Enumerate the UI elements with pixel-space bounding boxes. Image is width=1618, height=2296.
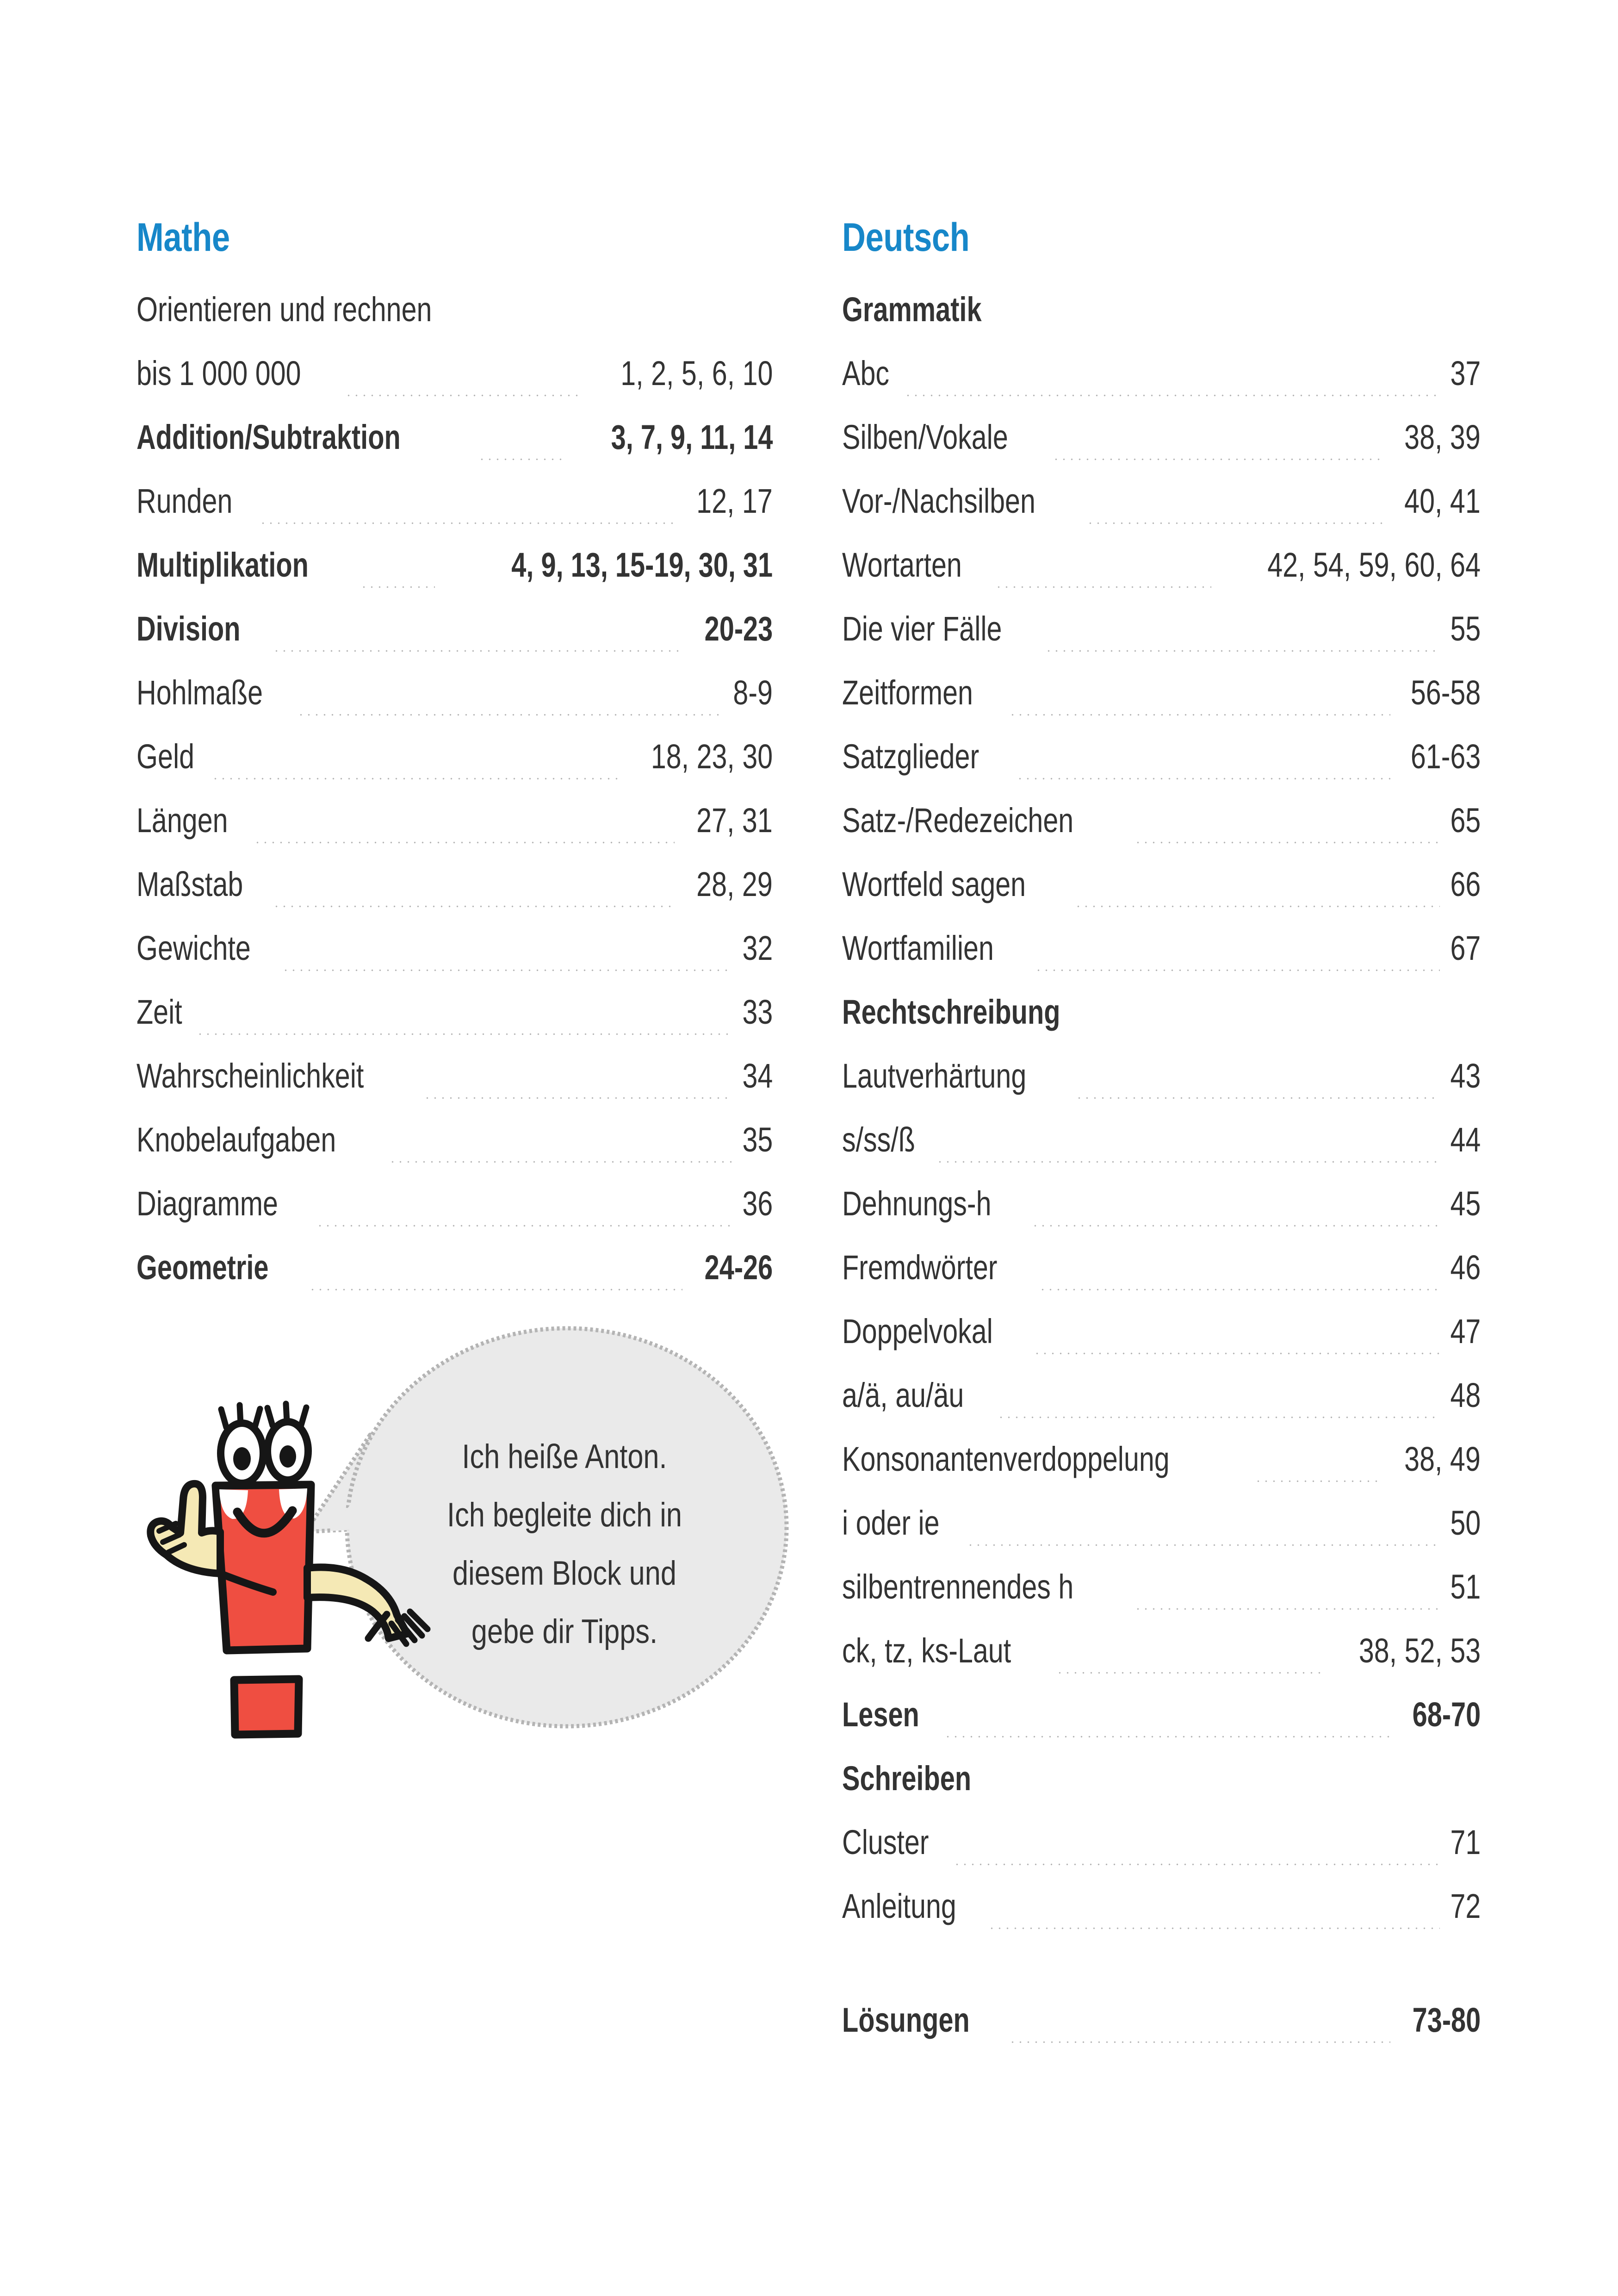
toc-entry-label-line1 [136,278,773,342]
toc-entry-pages: 36 [742,1184,773,1223]
anton-dot [234,1679,299,1735]
toc-entry[interactable] [842,661,1481,725]
toc-entry[interactable] [136,980,773,1044]
toc-entry-loesungen[interactable] [842,1988,1481,2052]
toc-leader-dots [1056,1671,1325,1674]
toc-leader-dots [1075,1096,1440,1100]
toc-entry-pages: 50 [1450,1504,1481,1542]
toc-entry-label: Satzglieder [842,737,979,776]
toc-leader-dots [904,394,1440,397]
toc-entry-pages: 37 [1450,354,1481,392]
toc-leader-dots [254,841,675,844]
toc-entry[interactable] [842,1555,1481,1619]
toc-entry-label: Runden [136,482,233,520]
toc-entry[interactable] [842,1427,1481,1491]
toc-entry-pages: 8-9 [733,673,773,712]
toc-entry-pages: 34 [742,1057,773,1095]
toc-leader-dots [1009,713,1390,716]
toc-leader-dots [1134,841,1439,844]
toc-entry[interactable] [136,469,773,533]
toc-entry-label: Vor-/Nachsilben [842,482,1035,520]
toc-entry-label: Satz-/Redezeichen [842,801,1074,840]
toc-entry[interactable] [842,1811,1481,1874]
toc-leader-dots [423,1096,732,1100]
column-mathe [136,215,773,1300]
toc-entry-label: Wortarten [842,546,962,584]
toc-entry-pages: 67 [1450,929,1481,967]
toc-leader-dots [936,1160,1439,1164]
toc-entry-pages: 46 [1450,1248,1481,1287]
toc-entry-label: Gewichte [136,929,251,967]
speech-bubble-line: gebe dir Tipps. [471,1613,658,1650]
toc-leader-dots [1031,1224,1440,1227]
toc-entry[interactable] [842,1363,1481,1427]
toc-entry-pages: 71 [1450,1823,1481,1861]
toc-entry-pages: 38, 49 [1404,1440,1481,1478]
toc-entry[interactable] [842,469,1481,533]
toc-entry-pages: 4, 9, 13, 15-19, 30, 31 [511,546,773,584]
toc-section-heading [842,278,1481,342]
toc-list-deutsch [842,278,1481,1938]
toc-entry[interactable] [842,533,1481,597]
toc-entry-pages: 55 [1450,610,1481,648]
toc-leader-dots [944,1735,1390,1738]
toc-leader-dots [967,1543,1439,1547]
toc-entry-label: Wortfamilien [842,929,994,967]
toc-entry-pages: 3, 7, 9, 11, 14 [611,418,773,456]
toc-entry-pages: 27, 31 [696,801,773,840]
toc-entry-label: Geometrie [136,1248,269,1287]
toc-entry[interactable] [136,597,773,661]
toc-entry[interactable] [136,661,773,725]
toc-entry-pages: 42, 54, 59, 60, 64 [1267,546,1481,584]
toc-entry-pages: 51 [1450,1568,1481,1606]
toc-entry-label: Addition/Subtraktion [136,418,401,456]
toc-leader-dots [259,522,675,525]
subject-title-mathe: Mathe [136,215,230,260]
toc-entry[interactable] [842,597,1481,661]
toc-entry-label-text: Orientieren und rechnen [136,290,432,329]
toc-entry-label: Wahrscheinlichkeit [136,1057,364,1095]
toc-entry-pages: 66 [1450,865,1481,903]
toc-entry[interactable] [842,852,1481,916]
toc-entry-label: Lösungen [842,2001,970,2039]
toc-entry[interactable] [136,725,773,789]
toc-entry-pages: 12, 17 [696,482,773,520]
toc-entry[interactable] [842,1172,1481,1236]
toc-section-heading [842,980,1481,1044]
toc-leader-dots [478,458,563,461]
toc-entry[interactable] [842,342,1481,405]
toc-entry-pages: 38, 52, 53 [1358,1631,1481,1670]
toc-entry-label: Hohlmaße [136,673,263,712]
toc-entry-pages: 28, 29 [696,865,773,903]
toc-entry-label: Diagramme [136,1184,278,1223]
speech-bubble-line: Ich heiße Anton. [462,1438,667,1475]
toc-entry-pages: 1, 2, 5, 6, 10 [620,354,773,392]
toc-section-heading-label: Grammatik [842,290,982,329]
toc-entry[interactable] [842,1236,1481,1300]
toc-leader-dots [273,905,675,908]
toc-leader-dots [211,777,618,780]
toc-leader-dots [1134,1607,1439,1611]
anton-body [216,1485,311,1650]
toc-leader-dots [1086,522,1382,525]
toc-entry-label: Doppelvokal [842,1312,993,1350]
toc-entry-label: Anleitung [842,1887,956,1925]
toc-entry-pages: 61-63 [1410,737,1481,776]
toc-entry[interactable] [136,405,773,469]
toc-section-heading-label: Rechtschreibung [842,993,1060,1031]
column-deutsch [842,215,1481,2052]
toc-entry-label: Abc [842,354,890,392]
toc-entry[interactable] [136,1044,773,1108]
toc-leader-dots [196,1033,732,1036]
toc-entry-label: Knobelaufgaben [136,1120,336,1159]
toc-entry-pages: 33 [742,993,773,1031]
toc-leader-dots [1254,1480,1383,1483]
subject-title-deutsch: Deutsch [842,215,970,260]
toc-entry[interactable] [136,1172,773,1236]
toc-entry-pages: 45 [1450,1184,1481,1223]
toc-entry[interactable] [842,1491,1481,1555]
toc-entry-label: i oder ie [842,1504,940,1542]
toc-entry-label: Zeitformen [842,673,973,712]
toc-leader-dots [1052,458,1382,461]
list-spacer [842,1938,1481,1988]
toc-leader-dots [1035,969,1440,972]
toc-leader-dots [273,649,682,653]
anton-eyes [221,1404,308,1483]
toc-entry-pages: 72 [1450,1887,1481,1925]
toc-entry-label: ck, tz, ks-Laut [842,1631,1011,1670]
toc-leader-dots [282,969,732,972]
toc-leader-dots [997,1416,1440,1419]
toc-section-heading-label: Schreiben [842,1759,972,1798]
toc-entry-label: bis 1 000 000 [136,354,301,392]
toc-entry[interactable] [842,1300,1481,1363]
toc-entry-label: Cluster [842,1823,929,1861]
toc-entry-label: Lautverhärtung [842,1057,1027,1095]
toc-entry[interactable] [136,342,773,405]
speech-bubble-line: Ich begleite dich in [447,1496,682,1534]
toc-entry-label: Division [136,610,241,648]
toc-leader-dots [360,585,435,589]
toc-entry[interactable] [842,1044,1481,1108]
toc-entry[interactable] [842,405,1481,469]
toc-leader-dots [1033,1352,1439,1355]
toc-entry-pages: 44 [1450,1120,1481,1159]
toc-entry-label: Konsonantenverdoppelung [842,1440,1170,1478]
toc-entry-pages: 24-26 [704,1248,773,1287]
toc-entry-label: Wortfeld sagen [842,865,1026,903]
toc-entry-label: Fremdwörter [842,1248,998,1287]
toc-leader-dots [316,1224,732,1227]
toc-leader-dots [345,394,579,397]
toc-entry[interactable] [842,1683,1481,1747]
toc-entry-pages: 40, 41 [1404,482,1481,520]
toc-leader-dots [953,1863,1439,1866]
toc-entry-label: Längen [136,801,228,840]
toc-entry-label: Dehnungs-h [842,1184,992,1223]
toc-entry-pages: 68-70 [1412,1695,1481,1734]
toc-entry-pages: 35 [742,1120,773,1159]
toc-entry[interactable] [842,725,1481,789]
toc-leader-dots [389,1160,732,1164]
toc-leader-dots [309,1288,682,1291]
toc-entry-pages: 48 [1450,1376,1481,1414]
toc-entry[interactable] [842,1108,1481,1172]
toc-entry-pages: 18, 23, 30 [651,737,773,776]
toc-entry-label: Multiplikation [136,546,309,584]
toc-entry-label: a/ä, au/äu [842,1376,964,1414]
toc-entry[interactable] [136,1236,773,1300]
toc-entry-label: Lesen [842,1695,919,1734]
toc-entry[interactable] [136,852,773,916]
toc-entry[interactable] [842,916,1481,980]
toc-entry-label: Zeit [136,993,182,1031]
toc-leader-dots [1045,649,1440,653]
toc-leader-dots [988,1927,1440,1930]
toc-entry[interactable] [842,789,1481,852]
toc-entry-pages: 56-58 [1410,673,1481,712]
toc-entry-label: Silben/Vokale [842,418,1008,456]
toc-entry-pages: 73-80 [1412,2001,1481,2039]
toc-list-mathe [136,278,773,1300]
toc-leader-dots [1009,2041,1390,2044]
toc-entry-pages: 32 [742,929,773,967]
toc-leader-dots [1039,1288,1439,1291]
toc-entry[interactable] [136,916,773,980]
toc-leader-dots [995,585,1211,589]
toc-entry-pages: 47 [1450,1312,1481,1350]
toc-entry-pages: 43 [1450,1057,1481,1095]
toc-entry-label: s/ss/ß [842,1120,915,1159]
toc-entry[interactable] [842,1874,1481,1938]
toc-entry[interactable] [842,1619,1481,1683]
toc-leader-dots [297,713,720,716]
toc-entry-pages: 20-23 [704,610,773,648]
toc-leader-dots [1074,905,1439,908]
toc-entry-pages: 65 [1450,801,1481,840]
toc-entry-label: Geld [136,737,195,776]
toc-entry-label: Maßstab [136,865,243,903]
speech-bubble-line: diesem Block und [452,1555,676,1592]
toc-final-entry [842,1988,1481,2052]
toc-entry[interactable] [136,1108,773,1172]
toc-entry-label: silbentrennendes h [842,1568,1074,1606]
speech-bubble-text [356,1428,773,1661]
toc-entry[interactable] [136,533,773,597]
toc-entry-label: Die vier Fälle [842,610,1002,648]
toc-section-heading [842,1747,1481,1811]
toc-leader-dots [1016,777,1390,780]
toc-entry[interactable] [136,789,773,852]
toc-entry-pages: 38, 39 [1404,418,1481,456]
